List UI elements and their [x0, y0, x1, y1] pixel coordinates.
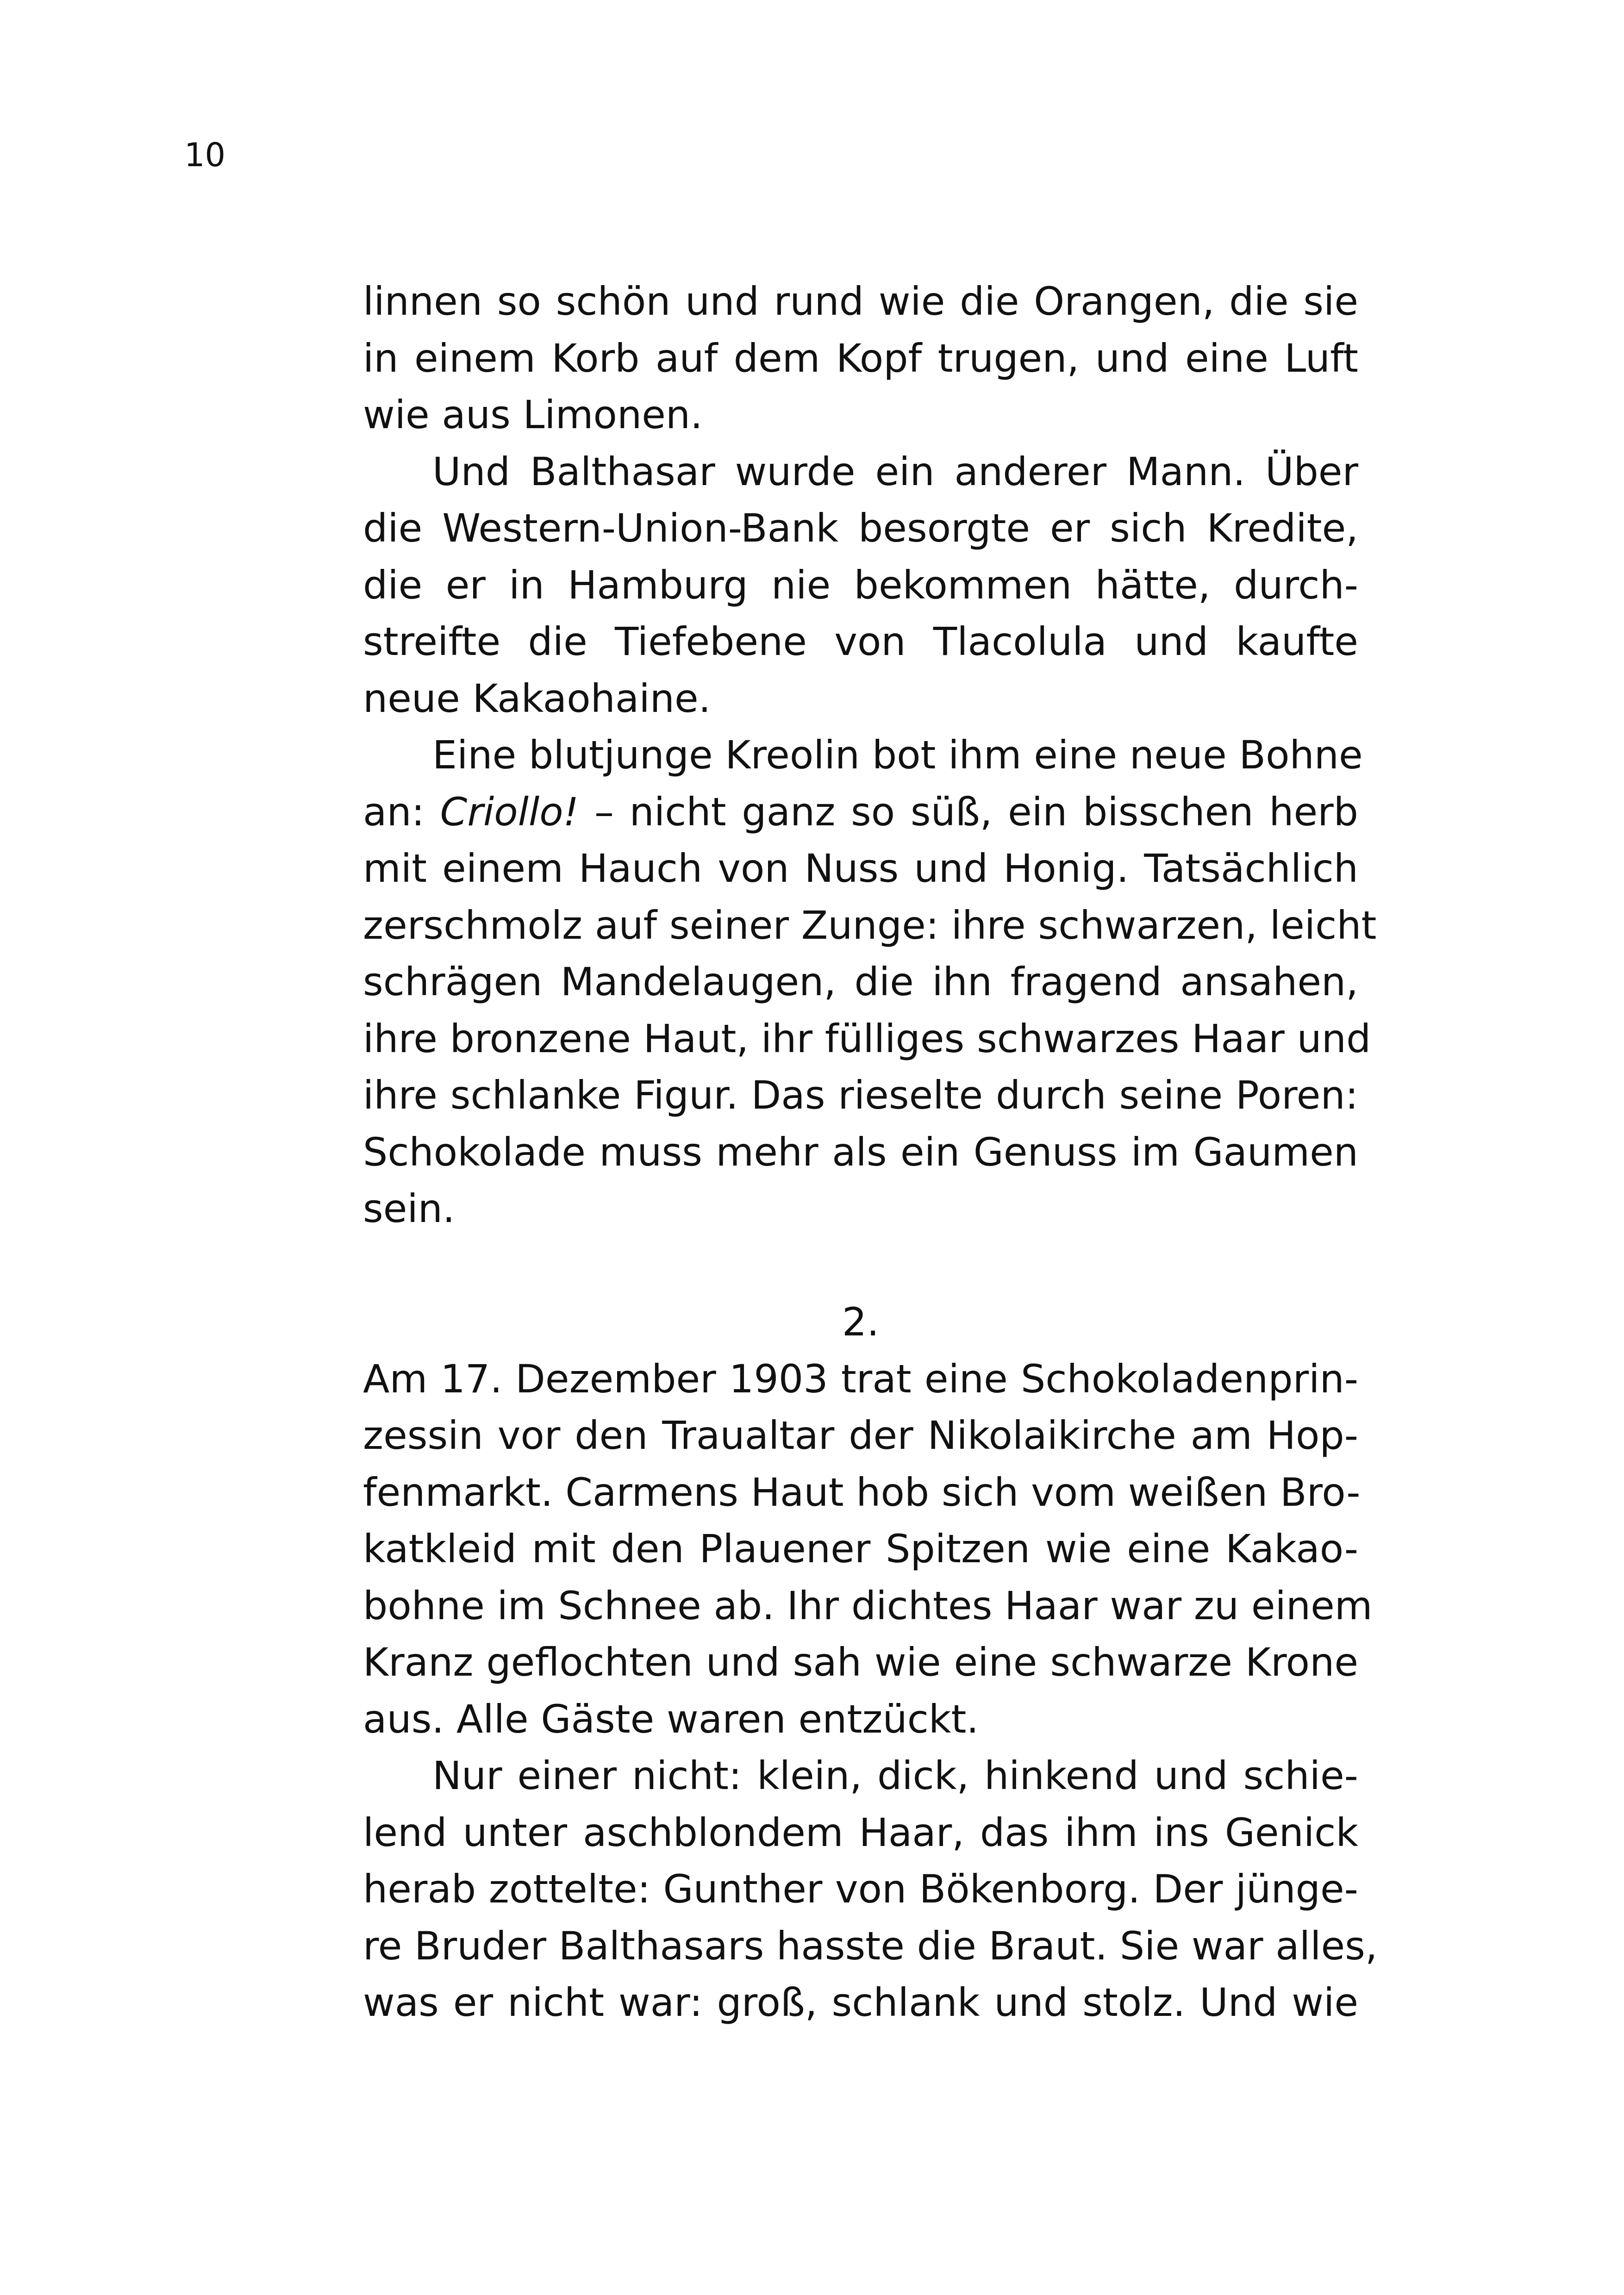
text-line: Am 17. Dezember 1903 trat eine Schokoladenprin-: [363, 1356, 1358, 1402]
text-line: zerschmolz auf seiner Zunge: ihre schwarzen, leicht: [363, 902, 1377, 948]
text-line: was er nicht war: groß, schlank und stolz. Und wie: [363, 1980, 1358, 2025]
text-line: sein.: [363, 1186, 455, 1231]
text-line: schrägen Mandelaugen, die ihn fragend ansahen,: [363, 959, 1358, 1004]
text-line: aus. Alle Gäste waren entzückt.: [363, 1696, 979, 1742]
text-line: streifte die Tiefebene von Tlacolula und kaufte: [363, 619, 1358, 664]
text-line: mit einem Hauch von Nuss und Honig. Tatsächlich: [363, 846, 1358, 891]
section-heading: 2.: [842, 1299, 880, 1345]
text-line: in einem Korb auf dem Kopf trugen, und eine Luft: [363, 335, 1358, 381]
text-line: Schokolade muss mehr als ein Genuss im Gaumen: [363, 1129, 1358, 1175]
text-line: Und Balthasar wurde ein anderer Mann. Über: [432, 449, 1358, 494]
text-line: lend unter aschblondem Haar, das ihm ins Genick: [363, 1809, 1358, 1855]
text-line: wie aus Limonen.: [363, 392, 703, 437]
text-line: katkleid mit den Plauener Spitzen wie eine Kakao-: [363, 1526, 1358, 1572]
text-line: Eine blutjunge Kreolin bot ihm eine neue Bohne: [432, 732, 1363, 778]
body-text: [363, 273, 1378, 2031]
text-line: ihre schlanke Figur. Das rieselte durch seine Poren:: [363, 1073, 1358, 1118]
text-line: linnen so schön und rund wie die Orangen, die sie: [363, 279, 1358, 324]
page-number: 10: [184, 136, 226, 174]
text-line: [363, 784, 1358, 841]
text-line: herab zottelte: Gunther von Bökenborg. Der jünge-: [363, 1866, 1358, 1912]
text-fragment: – nicht ganz so süß, ein bisschen herb: [579, 789, 1358, 835]
text-fragment: an:: [363, 789, 440, 835]
text-line: bohne im Schnee ab. Ihr dichtes Haar war zu einem: [363, 1583, 1373, 1628]
text-line: re Bruder Balthasars hasste die Braut. Sie war alles,: [363, 1923, 1378, 1969]
text-line: neue Kakaohaine.: [363, 675, 711, 721]
text-line: ihre bronzene Haut, ihr fülliges schwarzes Haar und: [363, 1016, 1371, 1061]
text-line: fenmarkt. Carmens Haut hob sich vom weißen Bro-: [363, 1469, 1361, 1515]
text-line: die Western-Union-Bank besorgte er sich Kredite,: [363, 505, 1358, 551]
italic-word: Criollo!: [440, 789, 579, 835]
text-line: die er in Hamburg nie bekommen hätte, durch-: [363, 562, 1358, 608]
text-line: Nur einer nicht: klein, dick, hinkend und schie-: [432, 1753, 1358, 1798]
text-line: Kranz geflochten und sah wie eine schwarze Krone: [363, 1640, 1358, 1685]
text-line: zessin vor den Traualtar der Nikolaikirche am Hop-: [363, 1413, 1358, 1458]
